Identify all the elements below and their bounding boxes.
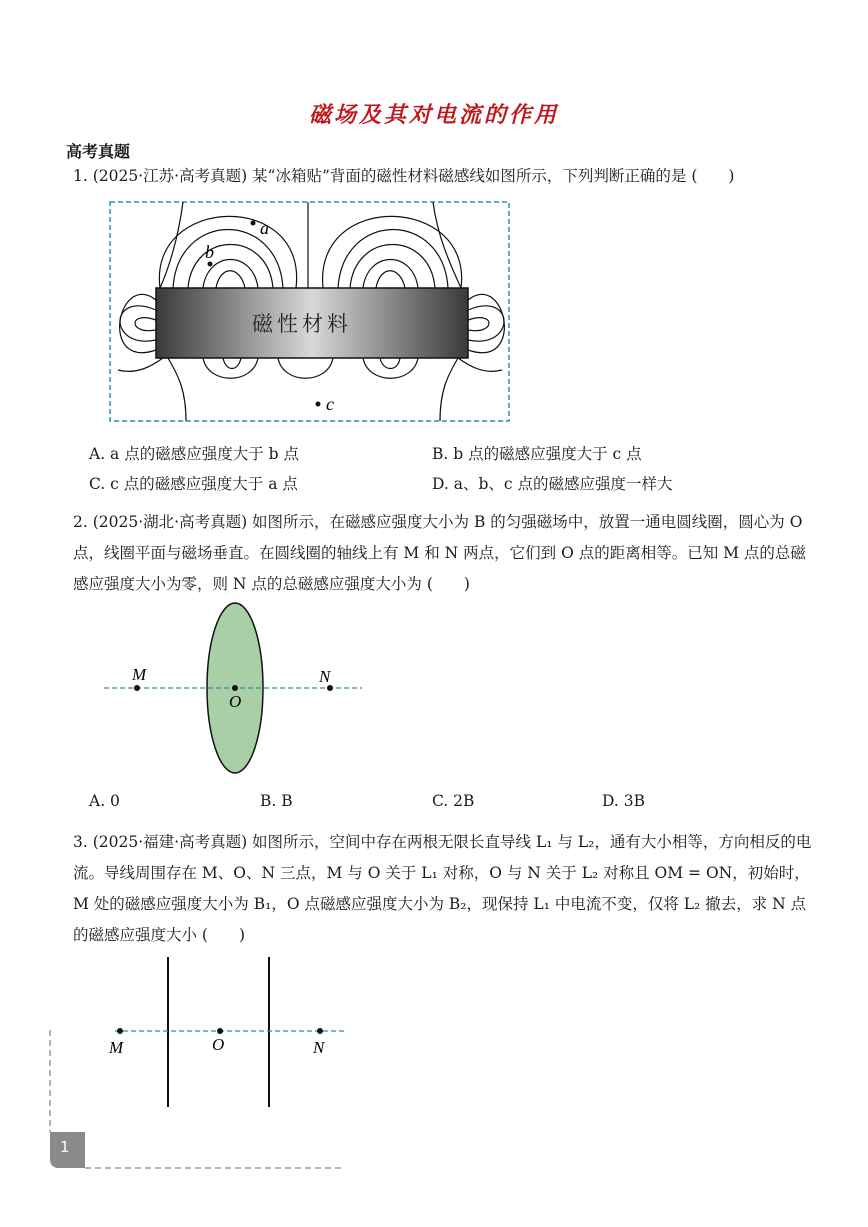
q2-option-c: C. 2B (432, 792, 475, 810)
page-title: 磁场及其对电流的作用 (308, 102, 559, 128)
q2-option-b: B. B (260, 792, 293, 810)
point-o (232, 685, 238, 691)
point-n-label: N (313, 1038, 325, 1057)
magnet-field-figure (108, 200, 512, 423)
q1-option-b: B. b 点的磁感应强度大于 c 点 (432, 445, 642, 463)
point-c-label: c (326, 394, 334, 414)
point-m-label: M (132, 665, 147, 684)
point-a (251, 221, 256, 226)
q2-option-a: A. 0 (89, 792, 120, 810)
question-1-text: 1. (2025·江苏·高考真题) 某“冰箱贴”背面的磁性材料磁感线如图所示，下列判断正确的是 ( ) (73, 167, 735, 185)
point-n-label: N (319, 667, 331, 686)
point-a-label: a (260, 218, 269, 238)
q1-option-c: C. c 点的磁感应强度大于 a 点 (89, 475, 298, 493)
point-m (134, 685, 140, 691)
magnet-label: 磁性材料 (252, 312, 352, 336)
point-m-label: M (109, 1038, 124, 1057)
page-number: 1 (60, 1138, 70, 1156)
point-o-label: O (229, 692, 242, 711)
point-c (316, 402, 321, 407)
point-b (208, 262, 213, 267)
q2-option-d: D. 3B (602, 792, 645, 810)
q1-option-d: D. a、b、c 点的磁感应强度一样大 (432, 475, 673, 493)
question-2-text: 2. (2025·湖北·高考真题) 如图所示，在磁感应强度大小为 B 的匀强磁场中，放置一通电圆线圈，圆心为 O 点，线圈平面与磁场垂直。在圆线圈的轴线上有 M 和 N 两点，它们到 O 点的距离相等。已知 M 点的总磁感应强度大小为零，则 N 点的总磁感应强度大小为 ( ) (73, 513, 806, 593)
point-o-label: O (212, 1035, 225, 1054)
question-3-text: 3. (2025·福建·高考真题) 如图所示，空间中存在两根无限长直导线 L₁ 与 L₂，通有大小相等，方向相反的电流。导线周围存在 M、O、N 三点，M 与 O 关于 L₁ 对称，O 与 N 关于 L₂ 对称且 OM = ON，初始时，M 处的磁感应强度大小为 B₁，O 点磁感应强度大小为 B₂，现保持 L₁ 中电流不变，仅将 L₂ 撤去，求 N 点的磁感应强度大小 ( ) (73, 833, 812, 944)
point-b-label: b (205, 242, 214, 262)
coil-figure (100, 600, 370, 780)
section-heading: 高考真题 (66, 142, 131, 161)
page-corner-decoration (0, 1020, 360, 1180)
q1-option-a: A. a 点的磁感应强度大于 b 点 (89, 445, 299, 463)
